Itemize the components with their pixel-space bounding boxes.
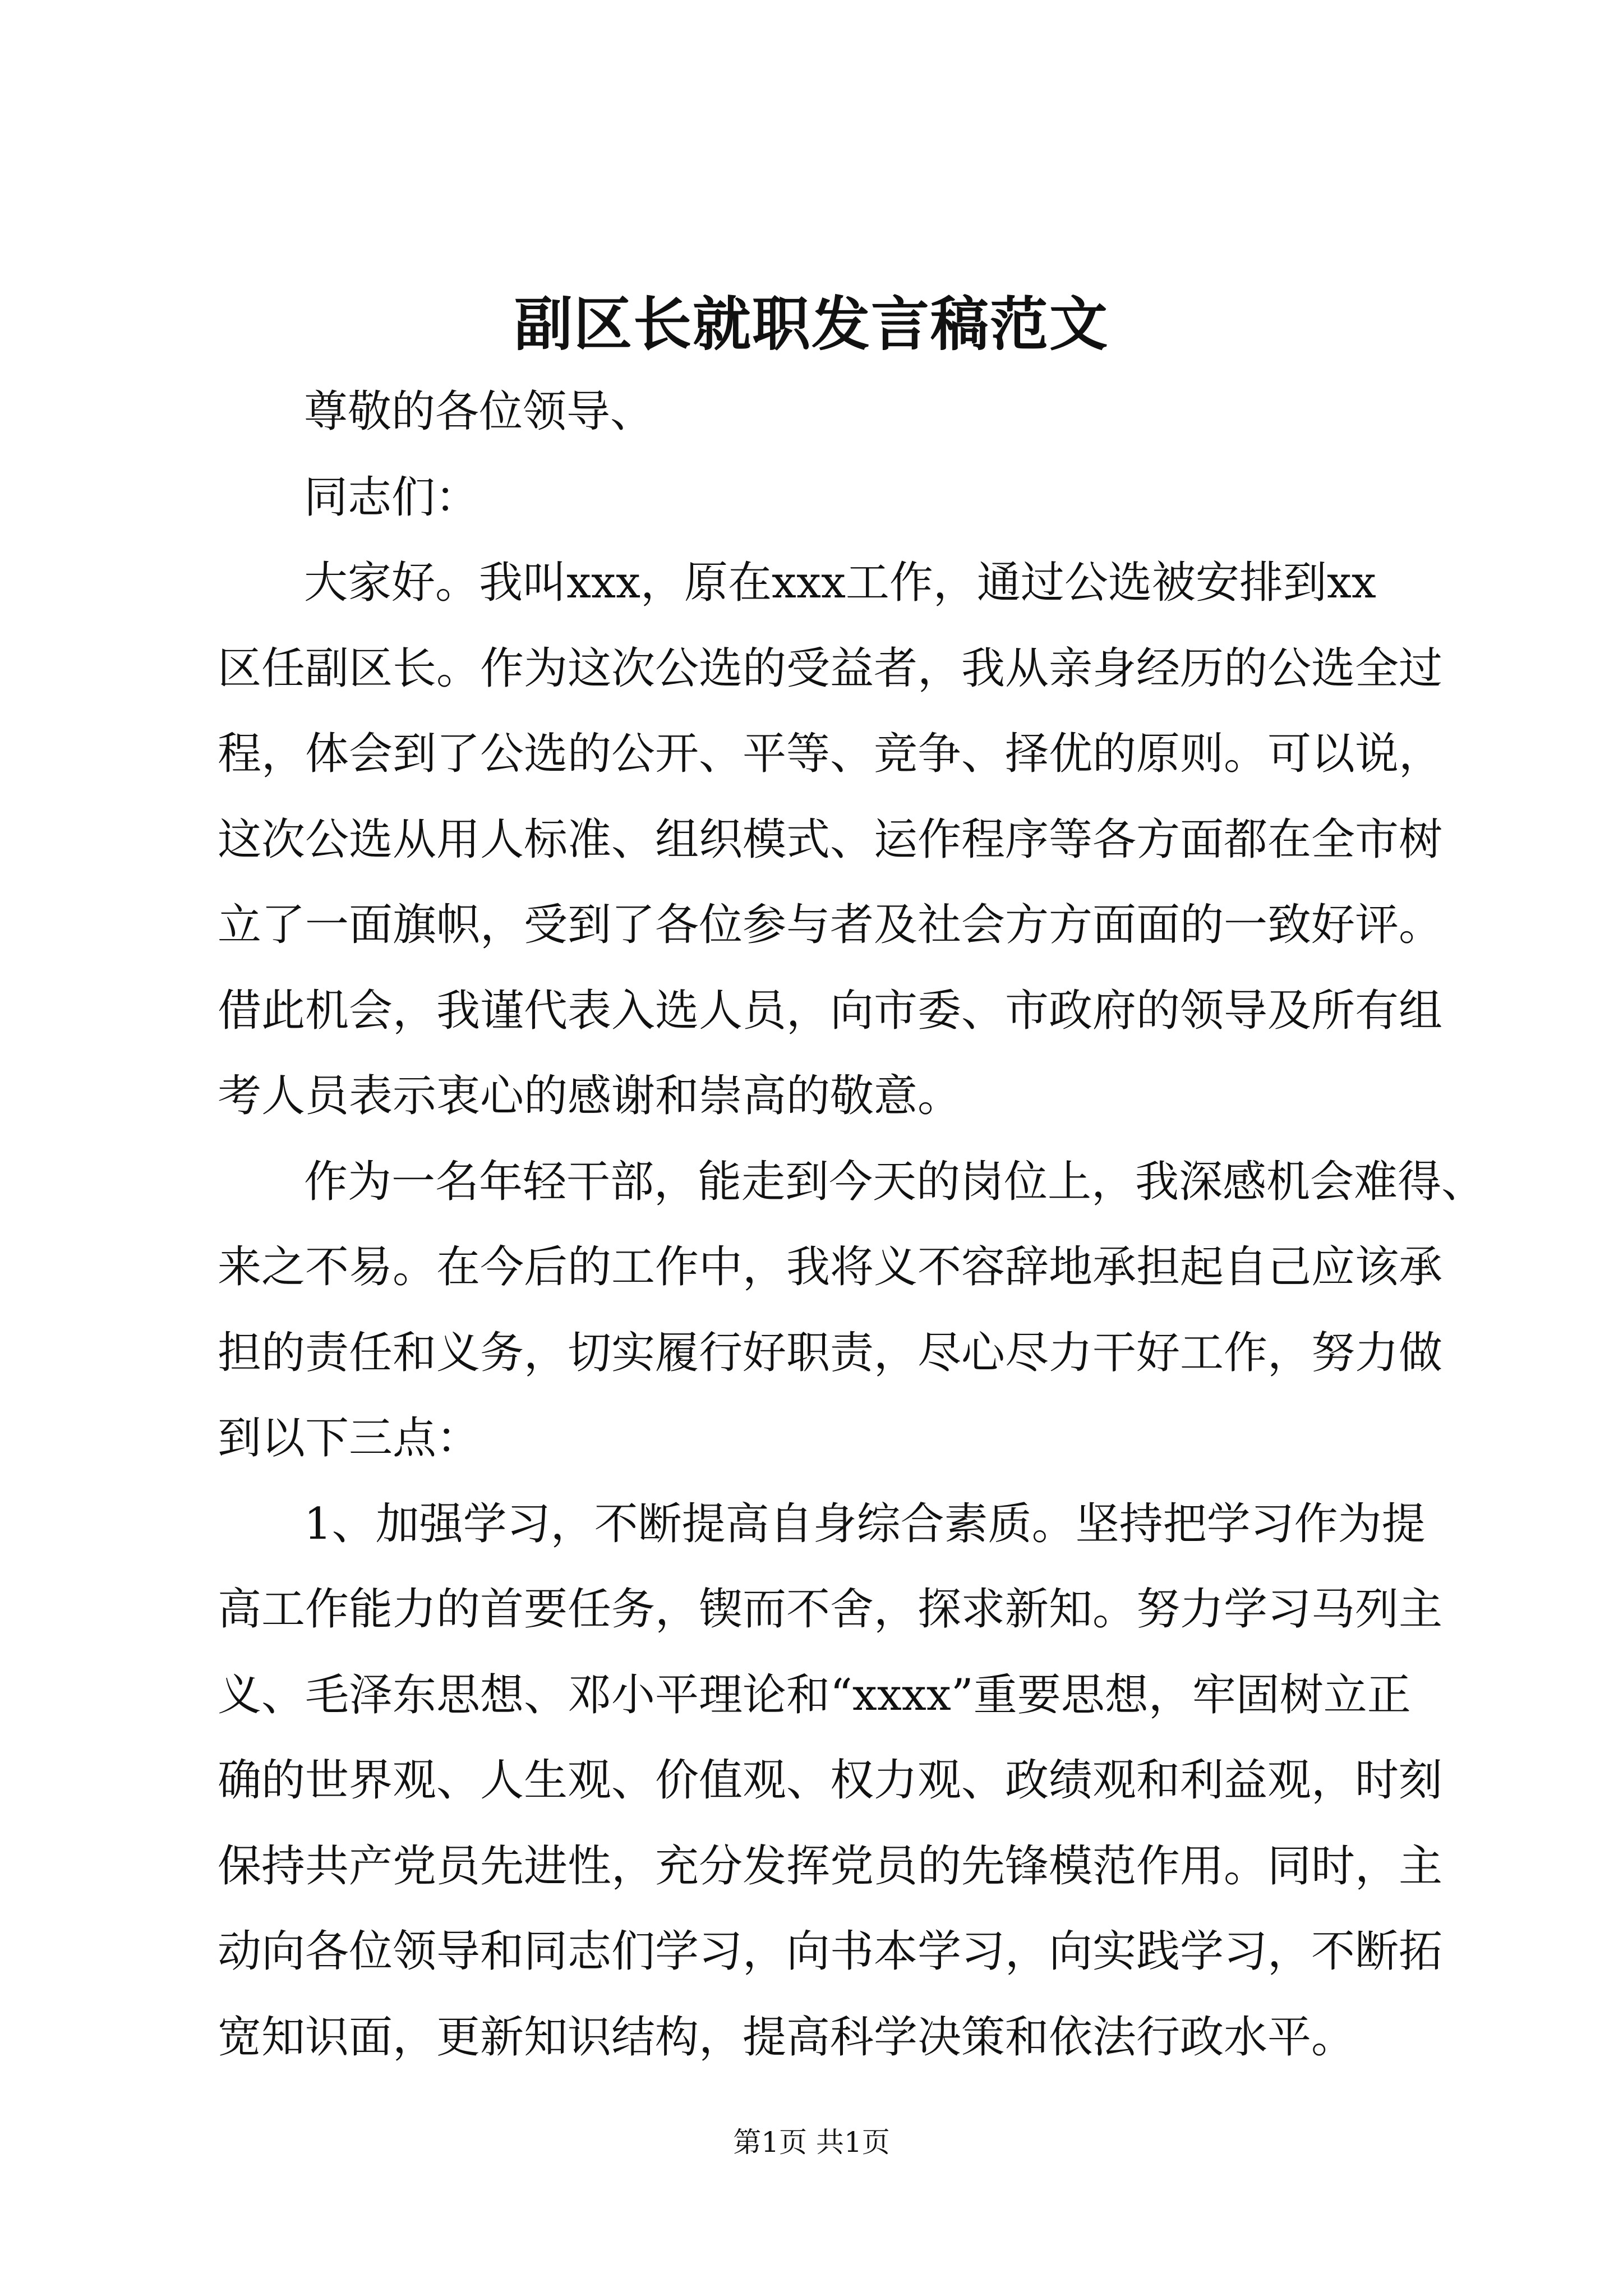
paragraph-3-line-1: 1、加强学习，不断提高自身综合素质。坚持把学习作为提 — [304, 1498, 1426, 1549]
paragraph-3-line-3: 义、毛泽东思想、邓小平理论和“xxxx”重要思想，牢固树立正 — [218, 1669, 1411, 1720]
paragraph-3-line-7: 宽知识面，更新知识结构，提高科学决策和依法行政水平。 — [218, 2012, 1355, 2063]
paragraph-1-line-4: 这次公选从用人标准、组织模式、运作程序等各方面都在全市树 — [218, 814, 1443, 865]
paragraph-3-line-6: 动向各位领导和同志们学习，向书本学习，向实践学习，不断拓 — [218, 1926, 1443, 1977]
page-title: 副区长就职发言稿范文 — [514, 289, 1109, 358]
paragraph-3-line-5: 保持共产党员先进性，充分发挥党员的先锋模范作用。同时，主 — [218, 1841, 1443, 1892]
paragraph-1-line-6: 借此机会，我谨代表入选人员，向市委、市政府的领导及所有组 — [218, 985, 1443, 1036]
paragraph-1-line-2: 区任副区长。作为这次公选的受益者，我从亲身经历的公选全过 — [218, 643, 1443, 694]
paragraph-2-line-3: 担的责任和义务，切实履行好职责，尽心尽力干好工作，努力做 — [218, 1327, 1443, 1378]
salutation-line-1: 尊敬的各位领导、 — [304, 386, 654, 437]
paragraph-2-line-4: 到以下三点： — [218, 1413, 481, 1464]
paragraph-1-line-1: 大家好。我叫xxx，原在xxx工作，通过公选被安排到xx — [304, 558, 1376, 608]
paragraph-1-line-3: 程，体会到了公选的公开、平等、竞争、择优的原则。可以说， — [218, 729, 1443, 779]
page-footer: 第1页 共1页 — [733, 2126, 890, 2159]
paragraph-2-line-2: 来之不易。在今后的工作中，我将义不容辞地承担起自己应该承 — [218, 1242, 1443, 1292]
paragraph-1-line-7: 考人员表示衷心的感谢和崇高的敬意。 — [218, 1071, 962, 1121]
salutation-line-2: 同志们： — [304, 472, 479, 523]
paragraph-3-line-4: 确的世界观、人生观、价值观、权力观、政绩观和利益观，时刻 — [218, 1755, 1443, 1806]
document-body — [218, 369, 1486, 2080]
paragraph-1-line-5: 立了一面旗帜，受到了各位参与者及社会方方面面的一致好评。 — [218, 900, 1443, 950]
paragraph-3-line-2: 高工作能力的首要任务，锲而不舍，探求新知。努力学习马列主 — [218, 1584, 1443, 1635]
paragraph-2-line-1: 作为一名年轻干部，能走到今天的岗位上，我深感机会难得、 — [304, 1156, 1486, 1207]
